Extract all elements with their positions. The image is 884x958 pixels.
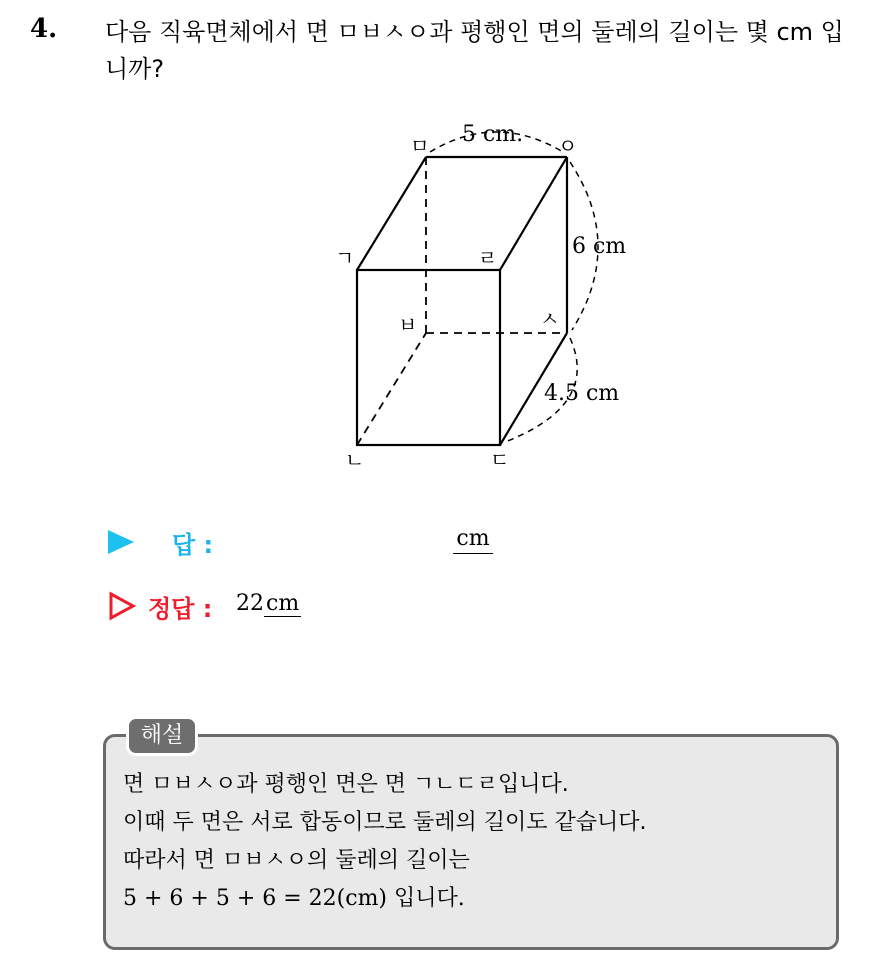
dimension-depth-label: 4.5 cm — [544, 381, 620, 406]
play-outline-icon — [108, 591, 136, 621]
dimension-height-label: 6 cm — [572, 234, 627, 259]
vertex-label-m: ㅁ — [410, 134, 430, 158]
edge-g-m — [357, 157, 426, 270]
vertex-label-b: ㅂ — [398, 313, 418, 337]
question-text: 다음 직육면체에서 면 ㅁㅂㅅㅇ과 평행인 면의 둘레의 길이는 몇 cm 입니까? — [105, 18, 844, 83]
explanation-line: 면 ㅁㅂㅅㅇ과 평행인 면은 면 ㄱㄴㄷㄹ입니다. — [123, 772, 569, 797]
vertex-label-r: ㄹ — [478, 246, 498, 270]
vertex-label-n: ㄴ — [345, 448, 365, 472]
question-number: 4. — [30, 14, 58, 44]
explanation-line: 5 + 6 + 5 + 6 = 22(cm) 입니다. — [123, 886, 465, 911]
correct-answer-value-wrap — [236, 591, 301, 616]
edge-r-o — [500, 157, 567, 270]
dimension-top-label: 5 cm. — [462, 122, 524, 147]
explanation-text — [123, 766, 647, 918]
vertex-label-o: ㅇ — [558, 134, 578, 158]
hidden-edge-n-b — [357, 333, 426, 445]
play-icon — [108, 530, 134, 554]
correct-answer-row — [108, 589, 708, 625]
cuboid-figure — [300, 110, 660, 480]
answer-label: 답 : — [172, 531, 214, 559]
answer-row — [108, 525, 708, 561]
explanation-tab: 해설 — [126, 716, 198, 756]
correct-answer-value: 22 — [236, 591, 264, 616]
vertex-label-s: ㅅ — [540, 307, 560, 331]
answer-unit: cm — [453, 525, 493, 554]
vertex-label-g: ㄱ — [335, 246, 355, 270]
explanation-line: 따라서 면 ㅁㅂㅅㅇ의 둘레의 길이는 — [123, 848, 470, 873]
vertex-label-d: ㄷ — [490, 448, 510, 472]
front-face — [357, 270, 500, 445]
correct-answer-unit: cm — [266, 591, 300, 616]
explanation-line: 이때 두 면은 서로 합동이므로 둘레의 길이도 같습니다. — [123, 810, 647, 835]
correct-answer-label: 정답 : — [148, 595, 213, 623]
